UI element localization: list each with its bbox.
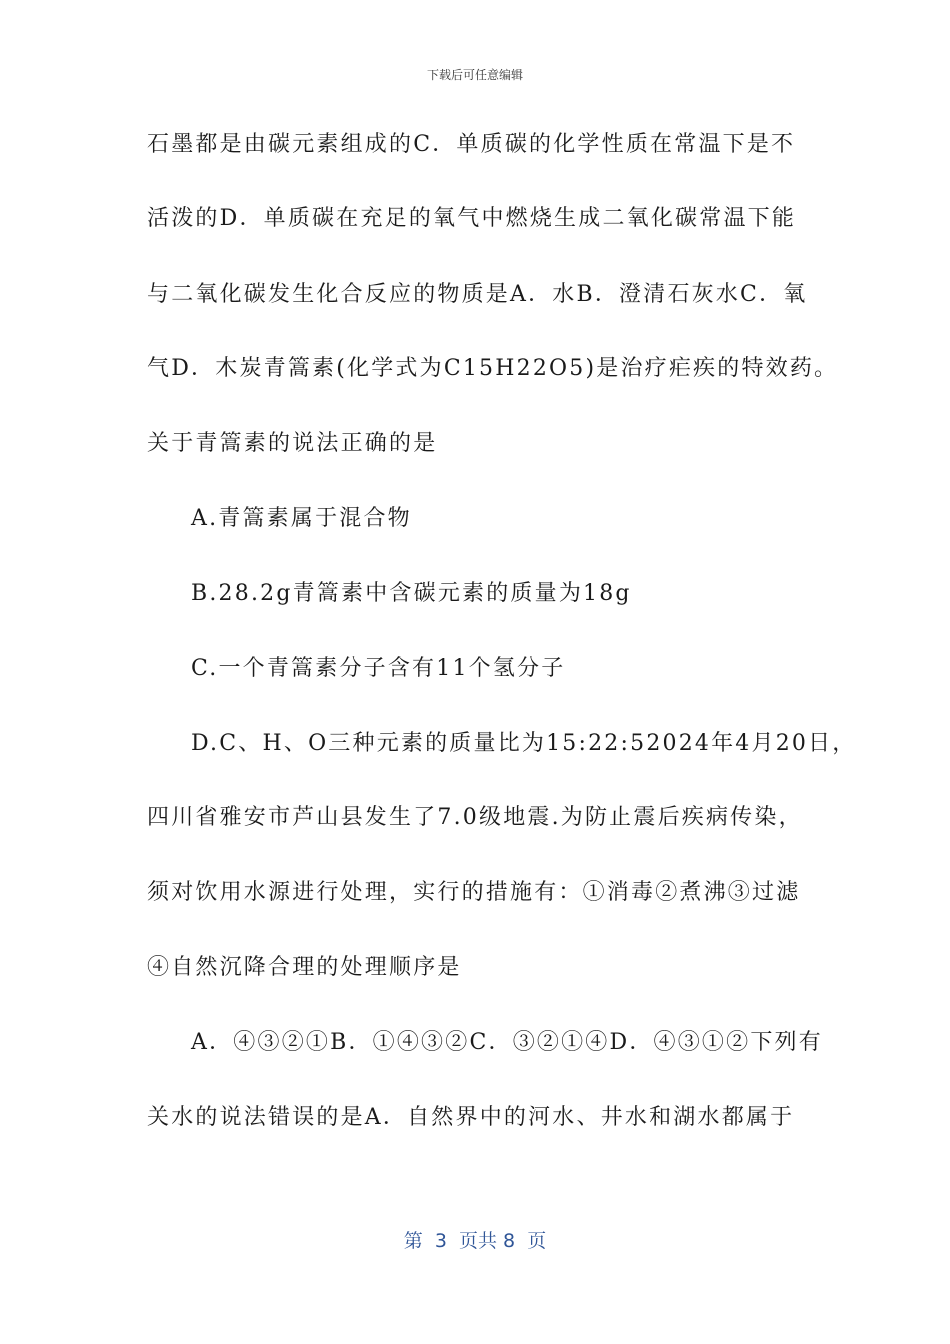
body-line-10: 四川省雅安市芦山县发生了7.0级地震.为防止震后疾病传染， — [147, 805, 803, 830]
body-line-5: 关于青篙素的说法正确的是 — [147, 431, 438, 456]
body-line-14: 关水的说法错误的是A．自然界中的河水、井水和湖水都属于 — [147, 1105, 795, 1130]
page-header: 下载后可任意编辑 — [426, 68, 523, 82]
body-line-1: 石墨都是由碳元素组成的C．单质碳的化学性质在常温下是不 — [147, 132, 796, 157]
option-b-line: B.28.2g青篙素中含碳元素的质量为18g — [191, 581, 632, 606]
page-number-footer: 第 3 页共 8 页 — [403, 1230, 547, 1252]
body-line-11: 须对饮用水源进行处理，实行的措施有：①消毒②煮沸③过滤 — [147, 880, 801, 905]
option-d-line: D.C、H、O三种元素的质量比为15:22:52024年4月20日， — [191, 731, 857, 756]
option-c-line: C.一个青篙素分子含有11个氢分子 — [191, 656, 566, 681]
body-line-2: 活泼的D．单质碳在充足的氧气中燃烧生成二氧化碳常温下能 — [147, 206, 797, 231]
body-line-3: 与二氧化碳发生化合反应的物质是A．水B．澄清石灰水C．氧 — [147, 282, 808, 307]
body-line-4: 气D．木炭青篙素(化学式为C15H22O5)是治疗疟疾的特效药。 — [147, 356, 839, 381]
answer-options-line: A．④③②①B．①④③②C．③②①④D．④③①②下列有 — [191, 1030, 823, 1055]
body-line-12: ④自然沉降合理的处理顺序是 — [147, 955, 462, 980]
option-a-line: A.青篙素属于混合物 — [191, 506, 412, 531]
